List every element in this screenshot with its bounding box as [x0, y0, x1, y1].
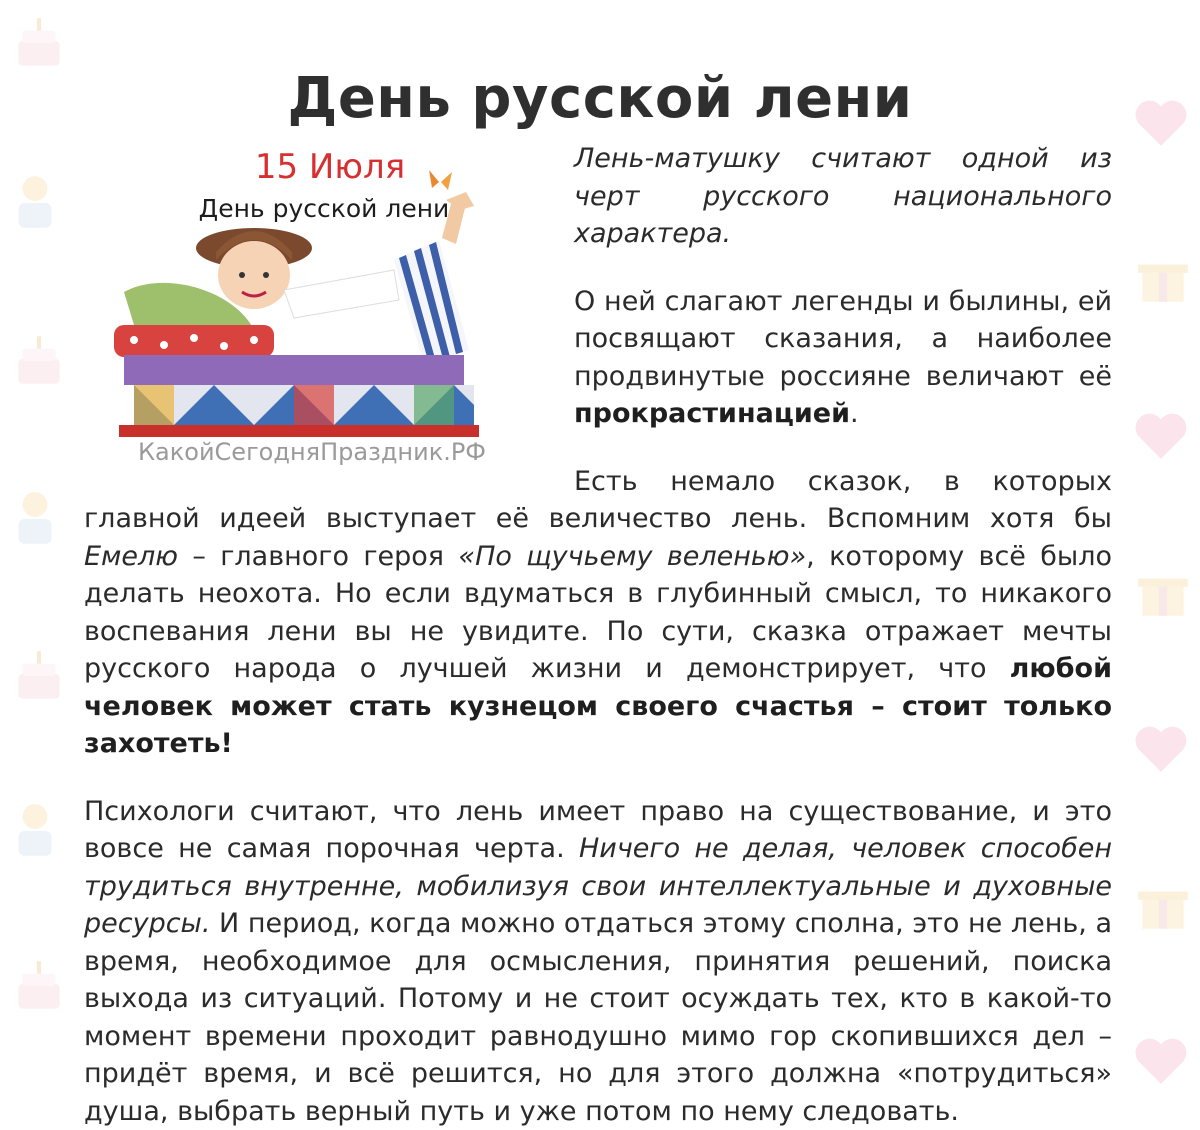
tale-title: «По щучьему веленью» — [458, 541, 806, 572]
cake-icon — [8, 955, 70, 1017]
paragraph-legends-text: О ней слагают легенды и былины, ей посвящают сказания, а наиболее продвинутые россияне величают её — [574, 286, 1112, 392]
fairy-tales-text-1: Есть немало сказок, в которых главной идеей выступает её величество лень. Вспомним хотя бы — [84, 466, 1112, 535]
party-icon — [4, 172, 66, 234]
illustration-caption: День русской лени — [199, 194, 450, 223]
illustration-date: 15 Июля — [255, 147, 405, 187]
fairy-tales-text-2: – главного героя — [178, 541, 458, 572]
cake-icon — [8, 645, 70, 707]
party-icon — [4, 488, 66, 550]
paragraph-legends-end: . — [850, 398, 859, 429]
illustration-watermark: КакойСегодняПраздник.РФ — [138, 438, 486, 466]
fairy-tales-highlight: любой человек может стать кузнецом своего счастья – стоит только захотеть! — [84, 653, 1112, 759]
gift-icon — [1132, 248, 1194, 310]
butterfly-icon — [429, 170, 452, 190]
emelya-name: Емелю — [84, 541, 178, 572]
paragraph-psychologists — [84, 793, 1112, 1130]
page-title: День русской лени — [0, 66, 1200, 131]
heart-icon — [1130, 718, 1192, 780]
paragraph-intro-text: Лень-матушку считают одной из черт русского национального характера. — [574, 143, 1112, 249]
fairy-tales-text-3: , которому всё было делать неохота. Но если вдуматься в глубинный смысл, то никакого воспевания лени вы не увидите. По сути, сказка отражает мечты русского народа о лучшей жизни и демонстрирует, что — [84, 541, 1112, 685]
cake-icon — [8, 330, 70, 392]
psychologists-quote: Ничего не делая, человек способен трудиться внутренне, мобилизуя свои интеллектуальные и духовные ресурсы. — [84, 833, 1112, 939]
procrastination-term: прокрастинацией — [574, 398, 850, 429]
party-icon — [4, 800, 66, 862]
holiday-illustration — [94, 140, 564, 468]
heart-icon — [1130, 405, 1192, 467]
gift-icon — [1132, 875, 1194, 937]
psychologists-text-2: И период, когда можно отдаться этому сполна, это не лень, а время, необходимое для осмысления, принятия решений, поиска выхода из ситуаций. Потому и не стоит осуждать тех, кто в какой-то момент времени проходит равнодушно мимо гор скопившихся дел – придёт время, и всё решится, но для этого должна «потрудиться» душа, выбрать верный путь и уже потом по нему следовать. — [84, 908, 1112, 1127]
heart-icon — [1130, 1030, 1192, 1092]
article-body — [84, 140, 1112, 1130]
psychologists-text-1: Психологи считают, что лень имеет право на существование, и это вовсе не самая порочная черта. — [84, 796, 1112, 865]
paragraph-fairy-tales — [84, 463, 1112, 763]
gift-icon — [1132, 562, 1194, 624]
